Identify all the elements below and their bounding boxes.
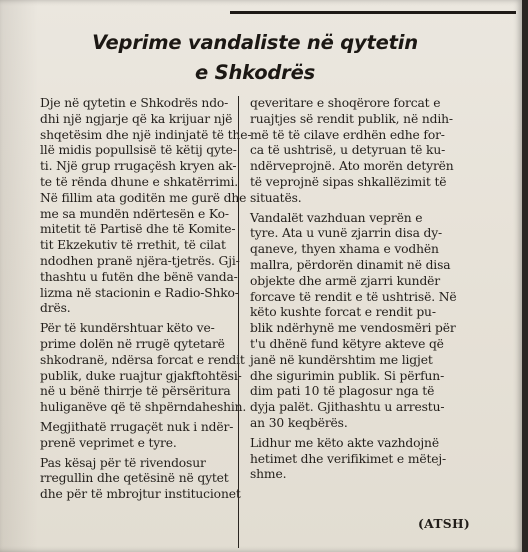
text-line: publik, duke ruajtur gjakftohtësi- bbox=[40, 368, 242, 383]
text-line: huliganëve që të shpërndaheshin. bbox=[40, 400, 247, 415]
text-line: Për të kundërshtuar këto ve- bbox=[40, 321, 215, 336]
text-line: shkodranë, ndërsa forcat e rendit bbox=[40, 352, 245, 367]
text-line: objekte dhe armë zjarri kundër bbox=[250, 273, 441, 288]
text-line: dhi një ngjarje që ka krijuar një bbox=[40, 111, 233, 126]
text-line: ndodhen pranë njëra-tjetrës. Gji- bbox=[40, 253, 240, 268]
text-line: lizma në stacionin e Radio-Shko- bbox=[40, 285, 239, 300]
text-line: rregullin dhe qetësinë në qytet bbox=[40, 471, 229, 486]
text-line: qeveritare e shoqërore forcat e bbox=[250, 96, 441, 110]
text-line: dhe sigurimin publik. Si përfun- bbox=[250, 368, 445, 383]
article-paragraph bbox=[250, 96, 470, 207]
text-line: Dje në qytetin e Shkodrës ndo- bbox=[40, 96, 229, 110]
text-line: mallra, përdorën dinamit në disa bbox=[250, 257, 451, 272]
text-line: thashtu u futën dhe bënë vanda- bbox=[40, 269, 238, 284]
text-line: blik ndërhynë me vendosmëri për bbox=[250, 321, 456, 336]
text-line: mitetit të Partisë dhe të Komite- bbox=[40, 222, 236, 237]
article-paragraph bbox=[40, 455, 241, 503]
text-line: ndërveprojnë. Ato morën detyrën bbox=[250, 159, 454, 174]
text-line: Pas kësaj për të rivendosur bbox=[40, 455, 206, 470]
text-line: janë në kundërshtim me ligjet bbox=[250, 352, 433, 367]
text-line: më të të cilave erdhën edhe for- bbox=[250, 127, 445, 142]
text-line: hetimet dhe verifikimet e mëtej- bbox=[250, 451, 447, 466]
text-line: Në fillim ata goditën me gurë dhe bbox=[40, 190, 247, 205]
text-line: Megjithatë rrugaçët nuk i ndër- bbox=[40, 419, 234, 434]
text-line: ruajtjes së rendit publik, në ndih- bbox=[250, 111, 453, 126]
text-line: dim pati 10 të plagosur nga të bbox=[250, 384, 435, 399]
headline-line-1: Veprime vandaliste në qytetin bbox=[92, 31, 418, 54]
article-paragraph bbox=[250, 436, 470, 483]
text-line: qaneve, thyen xhama e vodhën bbox=[250, 242, 439, 257]
text-line: shme. bbox=[250, 467, 287, 482]
text-line: t'u dhënë fund këtyre akteve që bbox=[250, 336, 444, 351]
text-line: dyja palët. Gjithashtu u arrestu- bbox=[250, 400, 445, 415]
article-paragraph bbox=[40, 419, 234, 452]
text-line: forcave të rendit e të ushtrisë. Në bbox=[250, 289, 457, 304]
text-line: shqetësim dhe një indinjatë të the- bbox=[40, 127, 252, 142]
text-line: Vandalët vazhduan veprën e bbox=[250, 210, 423, 225]
text-line: këto kushte forcat e rendit pu- bbox=[250, 305, 436, 320]
text-line: prime dolën në rrugë qytetarë bbox=[40, 336, 225, 351]
headline-line-2: e Shkodrës bbox=[194, 61, 316, 84]
article-paragraph bbox=[40, 321, 247, 416]
agency-credit: (ATSH) bbox=[418, 516, 470, 531]
text-line: tit Ekzekutiv të rrethit, të cilat bbox=[40, 238, 226, 253]
text-line: me sa mundën ndërtesën e Ko- bbox=[40, 206, 229, 221]
text-line: Lidhur me këto akte vazhdojnë bbox=[250, 435, 439, 450]
text-line: prenë veprimet e tyre. bbox=[40, 435, 177, 450]
column-divider bbox=[238, 96, 239, 548]
article-column-left bbox=[40, 96, 252, 503]
text-line: dhe për të mbrojtur institucionet bbox=[40, 487, 241, 502]
text-line: llë midis popullsisë të këtij qyte- bbox=[40, 143, 237, 158]
text-line: an 30 keqbërës. bbox=[250, 415, 348, 430]
text-line: situatës. bbox=[250, 190, 302, 205]
headline bbox=[40, 28, 470, 88]
text-line: te të rënda dhune e shkatërrimi. bbox=[40, 174, 239, 189]
text-line: ti. Një grup rrugaçësh kryen ak- bbox=[40, 159, 237, 174]
article-paragraph bbox=[40, 96, 252, 317]
article-column-right bbox=[250, 96, 470, 483]
text-line: tyre. Ata u vunë zjarrin disa dy- bbox=[250, 226, 443, 241]
article-paragraph bbox=[250, 211, 470, 432]
top-rule bbox=[230, 11, 516, 14]
text-line: drës. bbox=[40, 301, 71, 316]
text-line: ca të ushtrisë, u detyruan të ku- bbox=[250, 143, 446, 158]
text-line: në u bënë thirrje të përsëritura bbox=[40, 384, 231, 399]
page-edge-shadow bbox=[0, 0, 38, 552]
text-line: të veprojnë sipas shkallëzimit të bbox=[250, 174, 447, 189]
